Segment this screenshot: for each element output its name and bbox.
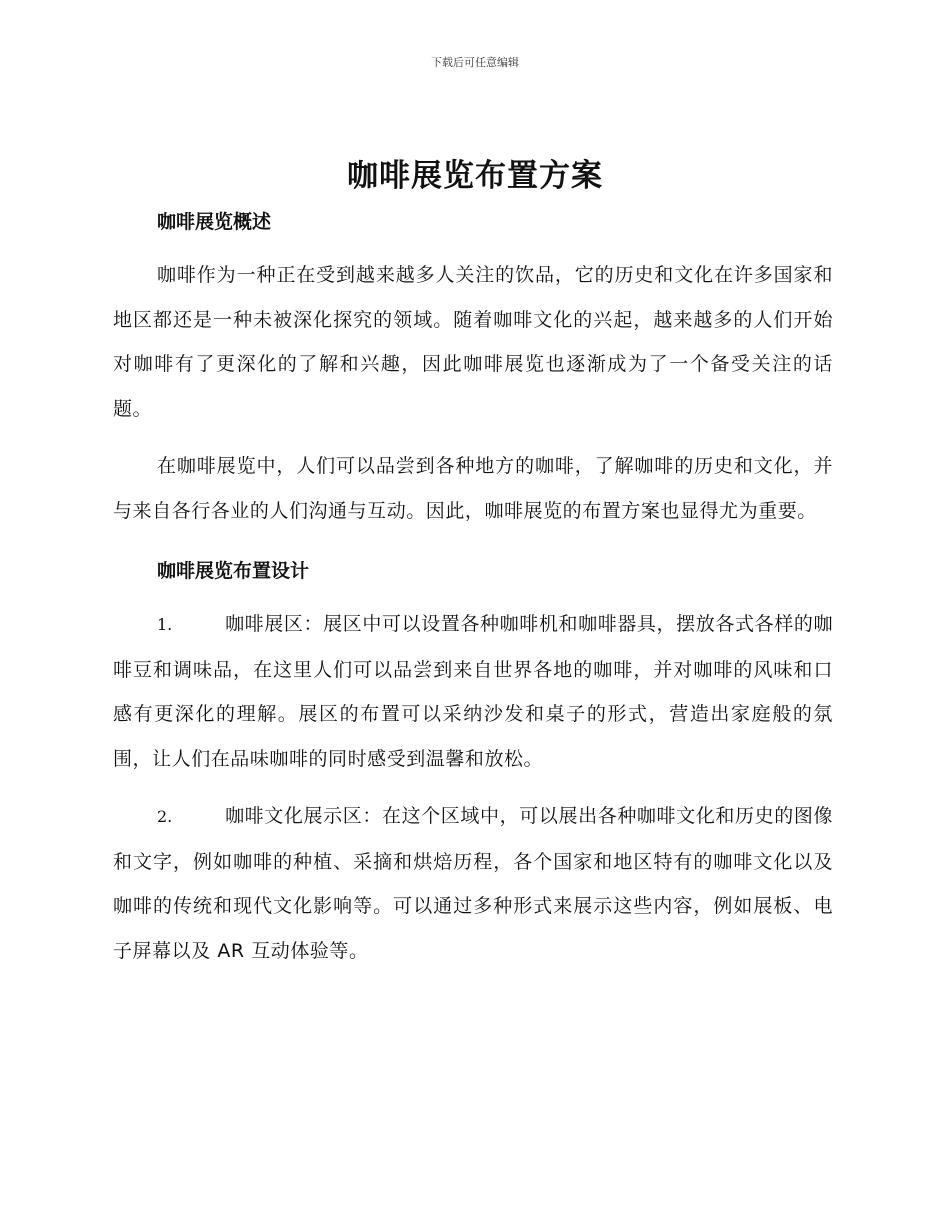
list-item (113, 602, 833, 781)
list-item-text: 咖啡文化展示区：在这个区域中，可以展出各种咖啡文化和历史的图像和文字，例如咖啡的种植、采摘和烘焙历程，各个国家和地区特有的咖啡文化以及咖啡的传统和现代文化影响等。可以通过多种形式来展示这些内容，例如展板、电子屏幕以及 AR 互动体验等。 (113, 805, 833, 962)
list-item (113, 794, 833, 973)
page-header-note: 下载后可任意编辑 (431, 56, 519, 69)
document-title: 咖啡展览布置方案 (347, 158, 603, 194)
list-item-number: 1. (157, 615, 173, 634)
section-heading-overview: 咖啡展览概述 (157, 211, 272, 233)
section-heading-design: 咖啡展览布置设计 (157, 560, 310, 582)
overview-paragraph-1: 咖啡作为一种正在受到越来越多人关注的饮品，它的历史和文化在许多国家和地区都还是一种未被深化探究的领域。随着咖啡文化的兴起，越来越多的人们开始对咖啡有了更深化的了解和兴趣，因此咖啡展览也逐渐成为了一个备受关注的话题。 (113, 264, 833, 420)
document-body (113, 200, 833, 973)
overview-paragraph-2: 在咖啡展览中，人们可以品尝到各种地方的咖啡，了解咖啡的历史和文化，并与来自各行各业的人们沟通与互动。因此，咖啡展览的布置方案也显得尤为重要。 (113, 455, 833, 522)
list-item-text: 咖啡展区：展区中可以设置各种咖啡机和咖啡器具，摆放各式各样的咖啡豆和调味品，在这里人们可以品尝到来自世界各地的咖啡，并对咖啡的风味和口感有更深化的理解。展区的布置可以采纳沙发和桌子的形式，营造出家庭般的氛围，让人们在品味咖啡的同时感受到温馨和放松。 (113, 613, 833, 770)
list-item-number: 2. (157, 807, 173, 826)
